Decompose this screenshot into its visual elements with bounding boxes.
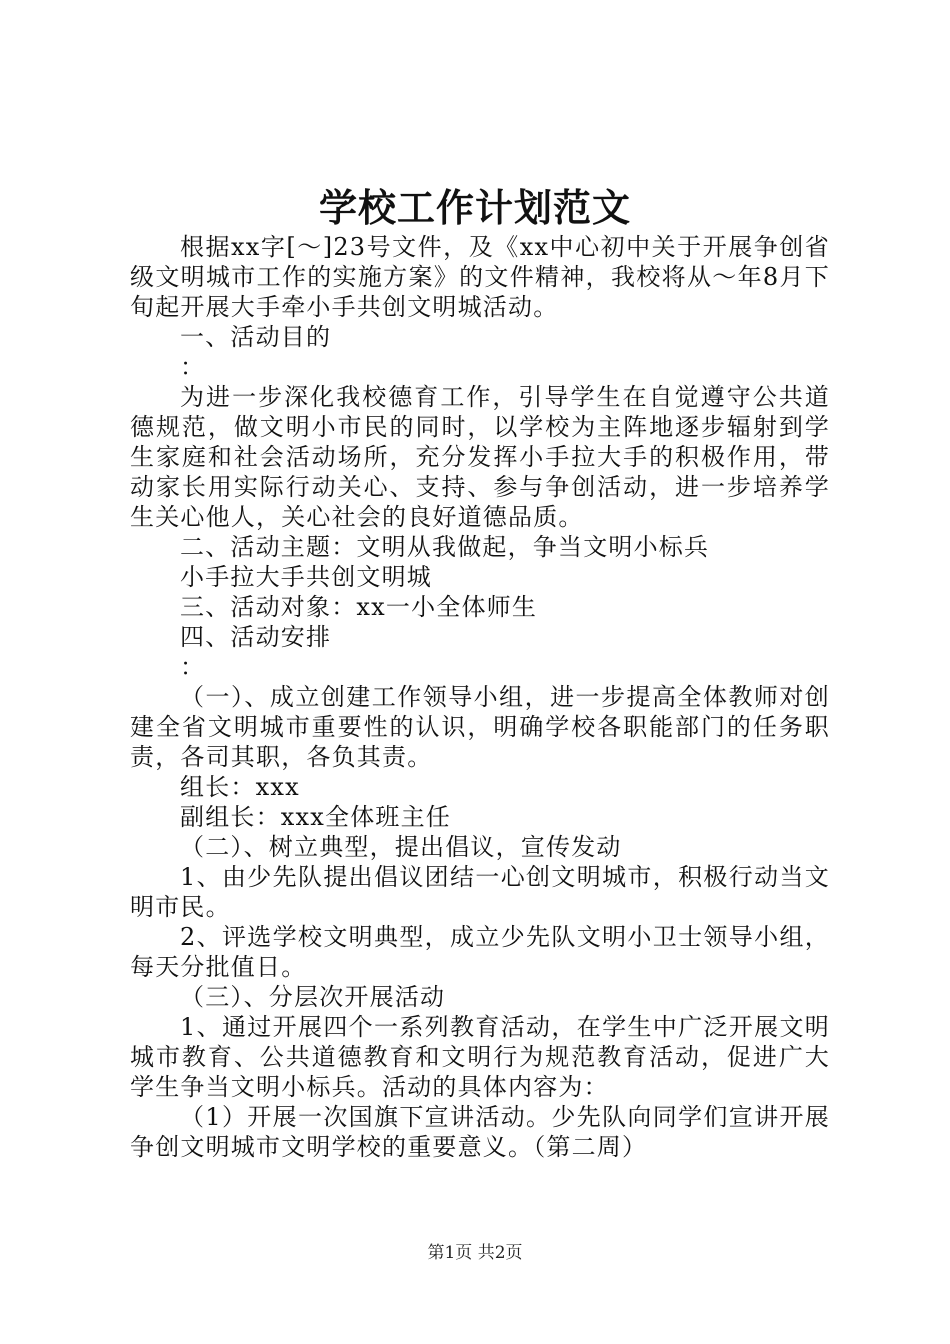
- section-heading-audience: 三、活动对象：xx一小全体师生: [180, 593, 538, 621]
- colon-line: ：: [180, 353, 206, 381]
- section-heading-theme: 二、活动主题：文明从我做起，争当文明小标兵: [180, 533, 710, 561]
- subheading-activities: （三）、分层次开展活动: [180, 983, 446, 1011]
- theme-slogan: 小手拉大手共创文明城: [180, 563, 432, 591]
- document-title: 学校工作计划范文: [318, 186, 631, 230]
- leader-line: 组长：xxx: [180, 773, 300, 801]
- deputy-leader-line: 副组长：xxx全体班主任: [180, 803, 452, 831]
- subheading-models: （二）、树立典型，提出倡议，宣传发动: [180, 833, 622, 861]
- paragraph-leadership-group: （一）、成立创建工作领导小组，进一步提高全体教师对创建全省文明城市重要性的认识，明确学校各职能部门的任务职责，各司其职，各负其责。: [130, 683, 830, 771]
- list-item-2: 2、评选学校文明典型，成立少先队文明小卫士领导小组，每天分批值日。: [130, 923, 830, 981]
- section-heading-purpose: 一、活动目的: [180, 323, 332, 351]
- section-heading-arrangement: 四、活动安排: [180, 623, 332, 651]
- activity-item-1: （1）开展一次国旗下宣讲活动。少先队向同学们宣讲开展争创文明城市文明学校的重要意义。（第二周）: [130, 1103, 830, 1161]
- paragraph-intro: 根据xx字[～]23号文件，及《xx中心初中关于开展争创省级文明城市工作的实施方案》的文件精神，我校将从～年8月下旬起开展大手牵小手共创文明城活动。: [130, 233, 830, 321]
- paragraph-purpose: 为进一步深化我校德育工作，引导学生在自觉遵守公共道德规范，做文明小市民的同时，以学校为主阵地逐步辐射到学生家庭和社会活动场所，充分发挥小手拉大手的积极作用，带动家长用实际行动关心、支持、参与争创活动，进一步培养学生关心他人，关心社会的良好道德品质。: [130, 383, 830, 531]
- document-body: [130, 232, 830, 1162]
- list-item-1: 1、由少先队提出倡议团结一心创文明城市，积极行动当文明市民。: [130, 863, 830, 921]
- paragraph-activities: 1、通过开展四个一系列教育活动，在学生中广泛开展文明城市教育、公共道德教育和文明行为规范教育活动，促进广大学生争当文明小标兵。活动的具体内容为：: [130, 1013, 830, 1101]
- colon-line: ：: [180, 653, 206, 681]
- page-footer: 第1页 共2页: [427, 1243, 523, 1263]
